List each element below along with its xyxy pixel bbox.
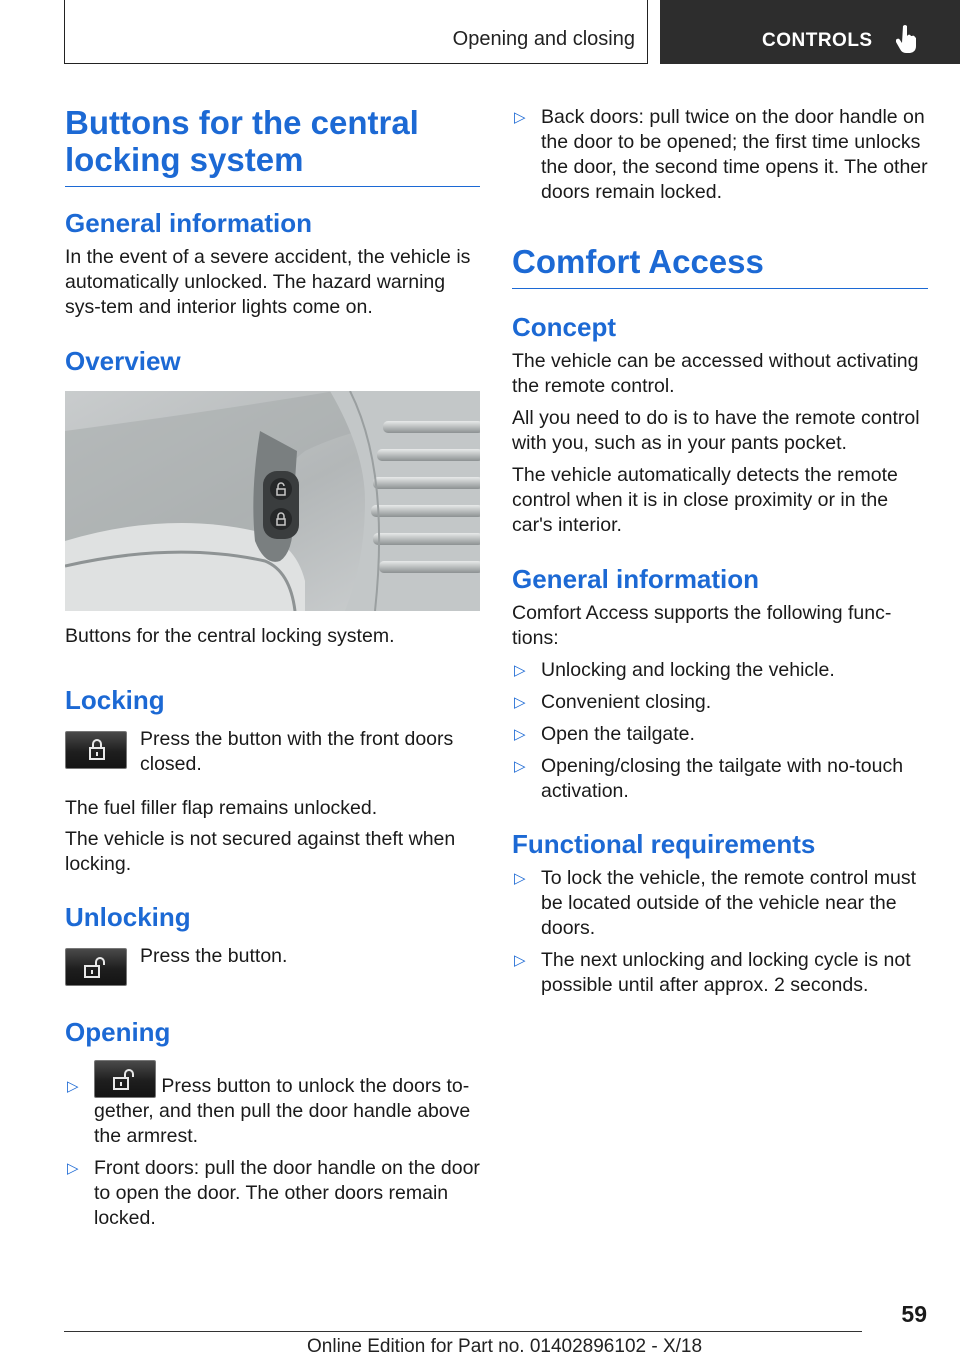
function-list-item [512, 658, 928, 683]
requirement-list-item [512, 948, 928, 998]
locking-note-fuel: The fuel filler flap remains unlocked. [65, 797, 378, 819]
heading-overview: Overview [65, 346, 181, 376]
triangle-bullet-icon: ▷ [514, 870, 526, 887]
locking-instruction: Press the button with the front doors closed. [140, 728, 454, 775]
requirement-item-text: The next unlocking and locking cycle is not possible until after approx. 2 seconds. [541, 949, 911, 996]
unlock-button-icon [65, 948, 127, 986]
page-number: 59 [901, 1301, 927, 1327]
lock-button-icon [65, 731, 127, 769]
function-list-item [512, 690, 928, 715]
header-section-box [64, 0, 648, 64]
concept-paragraph-1: The vehicle can be accessed without activating the remote control. [512, 350, 919, 397]
unlock-button-icon-inline [94, 1060, 156, 1098]
opening-list-item [512, 105, 928, 205]
triangle-bullet-icon: ▷ [514, 109, 526, 126]
function-item-text: Unlocking and locking the vehicle. [541, 659, 835, 681]
triangle-bullet-icon: ▷ [67, 1078, 79, 1095]
function-item-text: Opening/closing the tailgate with no-touch activation. [541, 755, 904, 802]
footer-divider [64, 1331, 862, 1332]
triangle-bullet-icon: ▷ [514, 662, 526, 679]
section-title-central-locking: Buttons for the central locking system [65, 104, 480, 187]
heading-unlocking: Unlocking [65, 902, 191, 932]
triangle-bullet-icon: ▷ [514, 952, 526, 969]
general-information-text: In the event of a severe accident, the vehicle is automatically unlocked. The hazard warning sys-tem and interior lights come on. [65, 246, 471, 318]
heading-locking: Locking [65, 685, 165, 715]
requirement-item-text: To lock the vehicle, the remote control must be located outside of the vehicle near the doors. [541, 867, 917, 939]
opening-item-text: Back doors: pull twice on the door handle on the door to be opened; the first time unlocks the door, the second time opens it. The other doors remain locked. [541, 106, 928, 203]
locking-note-theft: The vehicle is not secured against theft when locking. [65, 828, 456, 875]
section-title-comfort-access: Comfort Access [512, 243, 928, 289]
comfort-general-text: Comfort Access supports the following func-tions: [512, 602, 892, 649]
opening-list-item [65, 1156, 480, 1231]
opening-list-item [65, 1074, 480, 1149]
triangle-bullet-icon: ▷ [514, 694, 526, 711]
concept-paragraph-3: The vehicle automatically detects the remote control when it is in close proximity or in the car's interior. [512, 464, 898, 536]
function-item-text: Open the tailgate. [541, 723, 695, 745]
photo-caption: Buttons for the central locking system. [65, 625, 395, 647]
requirement-list-item [512, 866, 928, 941]
concept-paragraph-2: All you need to do is to have the remote control with you, such as in your pants pocket. [512, 407, 920, 454]
heading-general-information: General information [65, 208, 313, 238]
opening-item-text: Press button to unlock the doors to-gether, and then pull the door handle above the armrest. [94, 1075, 471, 1147]
header-chapter-box [660, 0, 960, 64]
header-chapter-title: CONTROLS [762, 30, 873, 51]
lock-icon [66, 732, 128, 770]
header-section-title: Opening and closing [452, 28, 635, 50]
triangle-bullet-icon: ▷ [514, 726, 526, 743]
heading-general-information-comfort: General information [512, 564, 760, 594]
function-item-text: Convenient closing. [541, 691, 712, 713]
heading-concept: Concept [512, 312, 616, 342]
unlock-icon [95, 1061, 157, 1099]
central-locking-buttons-photo [65, 391, 480, 611]
function-list-item [512, 722, 928, 747]
heading-opening: Opening [65, 1017, 171, 1047]
triangle-bullet-icon: ▷ [514, 758, 526, 775]
footer-edition: Online Edition for Part no. 01402896102 - X/18 [307, 1336, 703, 1357]
opening-item-text: Front doors: pull the door handle on the door to open the door. The other doors remain locked. [94, 1157, 480, 1229]
unlocking-instruction: Press the button. [140, 945, 288, 967]
unlock-icon [66, 949, 128, 987]
function-list-item [512, 754, 928, 804]
heading-functional-requirements: Functional requirements [512, 829, 816, 859]
door-panel-image [65, 391, 480, 611]
triangle-bullet-icon: ▷ [67, 1160, 79, 1177]
pointing-hand-icon [896, 24, 918, 54]
